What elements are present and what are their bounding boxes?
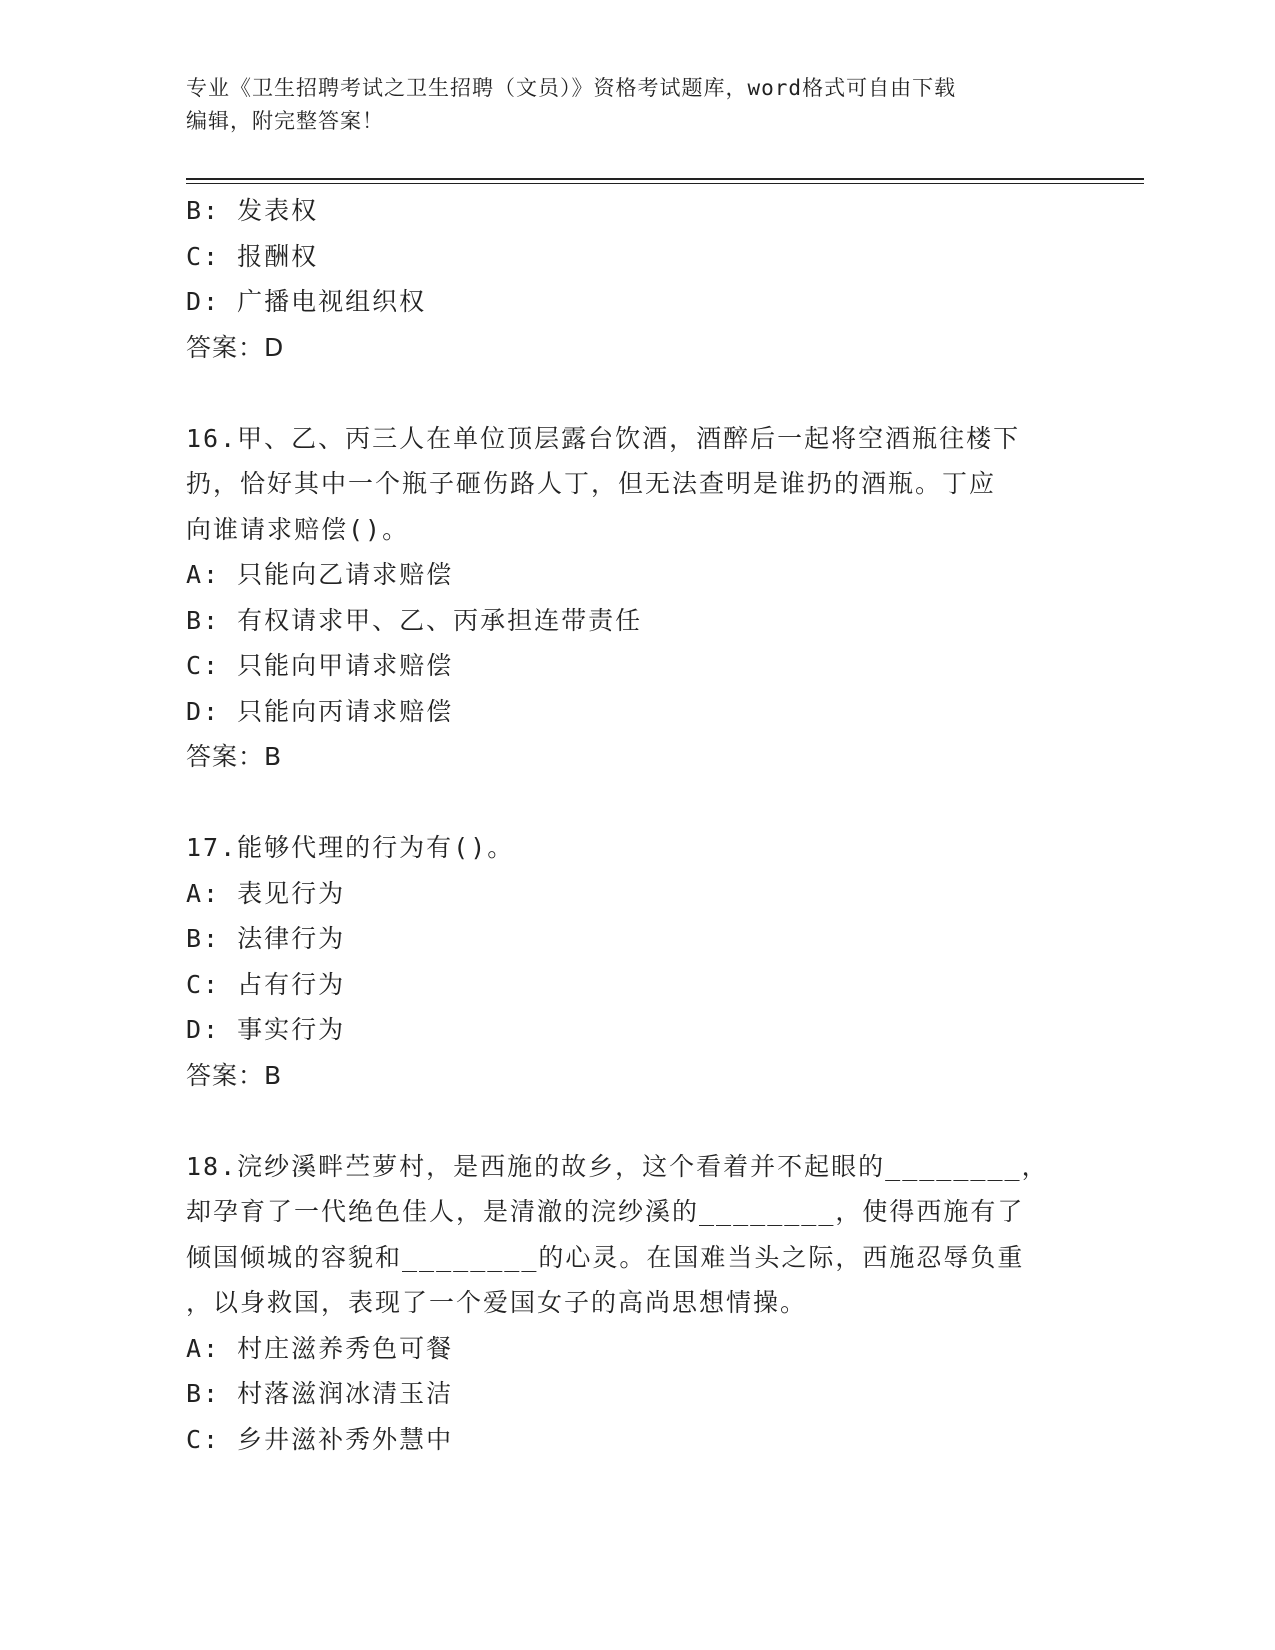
question-stem-line: 却孕育了一代绝色佳人，是清澈的浣纱溪的________，使得西施有了 [186,1197,1025,1226]
answer-label: 答案：B [186,1060,283,1090]
option-c: C: 占有行为 [186,969,346,999]
header-rule-thick [186,178,1144,180]
option-c: C: 报酬权 [186,241,319,271]
answer-label: 答案：B [186,742,283,771]
spacer [186,1098,1086,1144]
question-content [186,188,1086,1462]
question-stem-line: 倾国倾城的容貌和________的心灵。在国难当头之际，西施忍辱负重 [186,1242,1025,1272]
page-header [186,72,1066,138]
question-stem-line: ，以身救国，表现了一个爱国女子的高尚思想情操。 [186,1288,808,1317]
option-c: C: 乡井滋补秀外慧中 [186,1424,454,1454]
header-line-2: 编辑，附完整答案！ [186,109,384,133]
question-15-tail [186,188,1086,370]
question-16 [186,416,1086,780]
option-a: A: 村庄滋养秀色可餐 [186,1333,454,1363]
option-d: D: 广播电视组织权 [186,287,427,316]
option-b: B: 发表权 [186,196,319,225]
question-18 [186,1144,1086,1463]
option-a: A: 只能向乙请求赔偿 [186,560,454,589]
question-17 [186,825,1086,1098]
spacer [186,370,1086,416]
header-rule-thin [186,183,1144,184]
option-d: D: 只能向丙请求赔偿 [186,696,454,726]
header-line-1: 专业《卫生招聘考试之卫生招聘（文员）》资格考试题库，word格式可自由下载 [186,76,957,100]
option-d: D: 事实行为 [186,1015,346,1044]
option-b: B: 村落滋润冰清玉洁 [186,1379,454,1408]
option-b: B: 法律行为 [186,924,346,953]
question-stem-line: 扔，恰好其中一个瓶子砸伤路人丁，但无法查明是谁扔的酒瓶。丁应 [186,469,997,498]
question-stem-line: 向谁请求赔偿()。 [186,514,410,544]
spacer [186,780,1086,826]
question-stem-line: 17.能够代理的行为有()。 [186,833,515,862]
option-b: B: 有权请求甲、乙、丙承担连带责任 [186,605,643,635]
question-stem-line: 16.甲、乙、丙三人在单位顶层露台饮酒，酒醉后一起将空酒瓶往楼下 [186,423,1021,453]
option-a: A: 表见行为 [186,878,346,908]
answer-label: 答案：D [186,332,285,362]
option-c: C: 只能向甲请求赔偿 [186,651,454,680]
question-stem-line: 18.浣纱溪畔苎萝村，是西施的故乡，这个看着并不起眼的________， [186,1151,1049,1181]
